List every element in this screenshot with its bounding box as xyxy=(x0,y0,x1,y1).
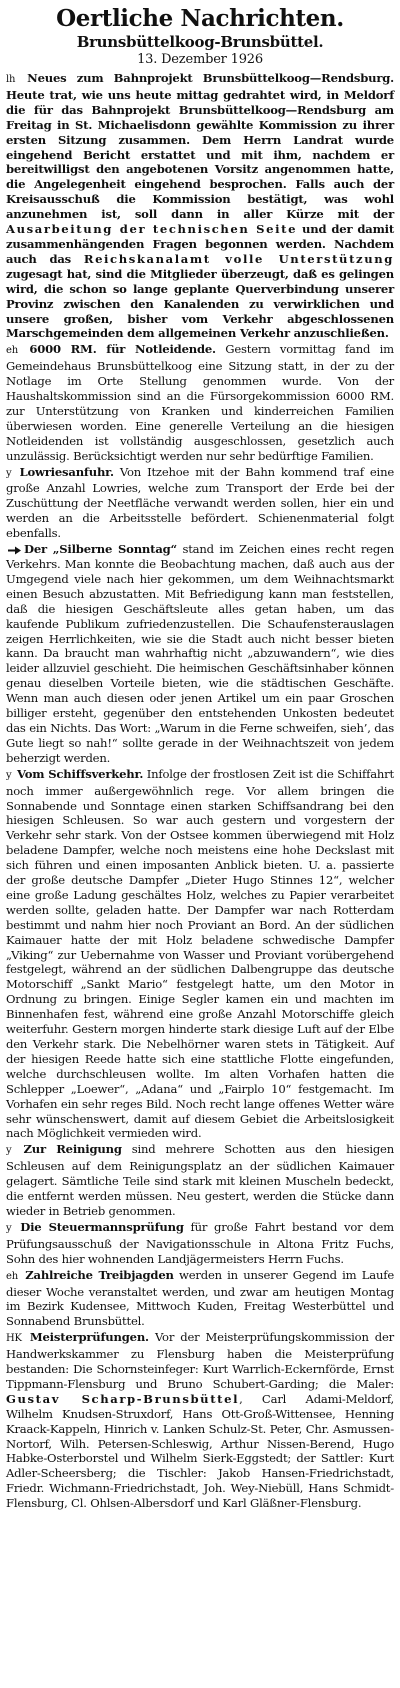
article-text: , Carl Adami-Meldorf, Wilhelm Knudsen-Struxdorf, Hans Ott-Groß-Wittensee, Henning Kraack-Kappeln, Hinrich v. Lanken Schulz-St. Peter, Chr. Asmussen-Nortorf, Wilh. Petersen-Schleswig, Arthur Nissen-Berend, Hugo Habke-Osterborstel und Wilhelm Sierk-Eggstedt; der Sattler: Kurt Adler-Scheersberg; die Tischler: Jakob Hansen-Friedrichstadt, Friedr. Wichmann-Friedrichstadt, Joh. Wey-Niebüll, Hans Schmidt-Flensburg, Cl. Ohlsen-Albersdorf und Karl Gläßner-Flensburg. xyxy=(6,1391,394,1511)
news-article xyxy=(6,1220,394,1267)
article-text: werden in unserer Gegend im Laufe dieser Woche veranstaltet werden, und zwar am heutigen Montag im Bezirk Kudensee, Mittwoch Kuden, Freitag Westerbüttel und Sonnabend Brunsbüttel. xyxy=(6,1267,394,1329)
article-headline: Meisterprüfungen. xyxy=(29,1330,149,1345)
author-tag: y xyxy=(6,1222,12,1234)
article-text: Von Itzehoe mit der Bahn kommend traf eine große Anzahl Lowries, welche zum Transport der Erde bei der Zuschüttung der Neetfläche verwandt werden sollen, hier ein und werden an die Arbeitsstelle befördert. Schienenmaterial folgt ebenfalls. xyxy=(6,464,394,541)
article-text: sind mehrere Schotten aus den hiesigen Schleusen auf dem Reinigungsplatz an der südlichen Kaimauer gelagert. Sämtliche Teile sind stark mit kleinen Muscheln bedeckt, die entfernt werden müssen. Neu gestert, werden die Stücke dann wieder in Betrieb genommen. xyxy=(6,1142,394,1218)
news-article xyxy=(6,1330,394,1511)
article-headline: Vom Schiffsverkehr. xyxy=(17,766,144,781)
article-text: zugesagt hat, sind die Mitglieder überzeugt, daß es gelingen wird, die schon so lange geplante Querverbindung unserer Provinz zwischen den Kanalenden zu verwirklichen und unsere großen, bisher vom Verkehr abgeschlossenen Marschgemeinden dem allgemeinen Verkehr anzuschließen. xyxy=(6,266,394,341)
issue-date: 13. Dezember 1926 xyxy=(137,52,263,67)
article-text: für große Fahrt bestand vor dem Prüfungsausschuß der Navigationsschule in Altona Fritz Fuchs, Sohn des hier wohnenden Landjägermeisters Herrn Fuchs. xyxy=(6,1219,394,1266)
spaced-emphasis: Gustav Scharp-Brunsbüttel xyxy=(6,1391,240,1406)
article-text: Neues zum Bahnprojekt Brunsbüttelkoog—Rendsburg. Heute trat, wie uns heute mittag gedrahtet wird, in Meldorf die für das Bahnprojekt Brunsbüttelkoog—Rendsburg am Freitag in St. Michaelisdonn gewählte Kommission zu ihrer ersten Sitzung zusammen. Dem Herrn Landrat wurde eingehend Bericht erstattet und mit ihm, nachdem er bereitwilligst den angebotenen Vorsitz angenommen hatte, die Angelegenheit eingehend besprochen. Falls auch der Kreisausschuß die Kommission bestätigt, was wohl anzunehmen ist, soll dann in aller Kürze mit der xyxy=(6,71,394,222)
news-article xyxy=(6,1142,394,1219)
article-text: stand im Zeichen eines recht regen Verkehrs. Man konnte die Beobachtung machen, daß auch aus der Umgegend viele nach hier gekommen, um dem Weihnachtsmarkt einen Besuch abzustatten. Mit Befriedigung kann man feststellen, daß die hiesigen Geschäftsleute alles getan haben, um das kaufende Publikum zufriedenzustellen. Die Schaufensterauslagen zeigen Herrlichkeiten, wie sie die Stadt auch nicht besser bieten kann. Da braucht man wahrhaftig nicht „abzuwandern“, wie dies leider allzuviel geschieht. Die heimischen Geschäftsinhaber können genau dieselben Vorteile bieten, wie die städtischen Geschäfte. Wenn man auch diesen oder jenen Artikel um ein paar Groschen billiger ersteht, gegenüber den entstehenden Unkosten bedeutet das ein Nichts. Das Wort: „Warum in die Ferne schweifen, sieh’, das Gute liegt so nah!“ sollte gerade in der Weihnachtszeit von jedem beherzigt werden. xyxy=(6,542,394,765)
article-headline: Die Steuermannsprüfung xyxy=(20,1219,184,1234)
article-headline: Zur Reinigung xyxy=(23,1142,122,1157)
article-headline: Der „Silberne Sonntag“ xyxy=(24,542,178,557)
news-article xyxy=(6,342,394,463)
article-headline: 6000 RM. für Notleidende. xyxy=(29,342,216,357)
author-tag: y xyxy=(6,1145,12,1157)
news-article xyxy=(6,767,394,1142)
author-tag: y xyxy=(6,467,12,479)
article-list xyxy=(6,71,394,1511)
section-subtitle: Brunsbüttelkoog-Brunsbüttel. xyxy=(76,33,324,51)
author-tag: eh xyxy=(6,1270,18,1282)
section-title: Oertliche Nachrichten. xyxy=(56,5,344,32)
author-tag: eh xyxy=(6,345,18,357)
news-article xyxy=(6,1268,394,1330)
article-headline: Lowriesanfuhr. xyxy=(19,464,114,479)
arrow-right-icon xyxy=(8,546,22,555)
article-text: Gestern vormittag fand im Gemeindehaus Brunsbüttelkoog eine Sitzung statt, in der zu der Notlage im Orte Stellung genommen wurde. Von der Haushaltskommission sind an die Fürsorgekommission 6000 RM. zur Unterstützung von Kranken und kinderreichen Familien überwiesen worden. Eine generelle Verteilung an die hiesigen Notleidenden ist vollständig ausgeschlossen, gesetzlich auch unzulässig. Berücksichtigt werden nur sehr bedürftige Familien. xyxy=(6,342,394,463)
article-headline: Zahlreiche Treibjagden xyxy=(25,1267,174,1282)
author-tag: lh xyxy=(6,74,16,85)
news-article xyxy=(6,71,394,341)
spaced-emphasis: Ausarbeitung der technischen Seite xyxy=(6,222,298,237)
news-article xyxy=(6,465,394,542)
article-text: Infolge der frostlosen Zeit ist die Schiffahrt noch immer außergewöhnlich rege. Vor allem bringen die Sonnabende und Sonntage einen starken Schiffsandrang bei den hiesigen Schleusen. So war auch gestern und vorgestern der Verkehr sehr stark. Von der Ostsee kommen überwiegend mit Holz beladene Dampfer, welche noch meistens eine hohe Deckslast mit sich führen und einen imposanten Anblick bieten. U. a. passierte der große deutsche Dampfer „Dieter Hugo Stinnes 12“, welcher eine große Ladung geschältes Holz, welches zu Papier verarbeitet werden sollte, geladen hatte. Der Dampfer war nach Rotterdam bestimmt und nahm hier noch Proviant an Bord. An der südlichen Kaimauer hatte der mit Holz beladene schwedische Dampfer „Viking“ zur Uebernahme von Wasser und Proviant vorübergehend festgelegt, während an der südlichen Dalbengruppe das deutsche Motorschiff „Sankt Mario“ festgelegt hatte, um den Motor in Ordnung zu bringen. Einige Segler kamen ein und machten im Binnenhafen fest, während eine große Anzahl Motorschiffe gleich weiterfuhr. Gestern morgen hinderte stark diesige Luft auf der Elbe den Verkehr stark. Die Nebelhörner waren stets in Tätigkeit. Auf der hiesigen Reede hatte sich eine stattliche Flotte eingefunden, welche durchschleusen wollte. Im alten Vorhafen hatten die Schlepper „Loewer“, „Adana“ und „Fairplo 10“ festgemacht. Im Vorhafen ein sehr reges Bild. Noch recht lange offenes Wetter wäre sehr wünschenswert, damit auf diesem Gebiet die Arbeitslosigkeit nach Möglichkeit vermieden wird. xyxy=(6,766,394,1141)
masthead xyxy=(6,5,394,68)
author-tag: HK xyxy=(6,1333,22,1345)
news-article xyxy=(6,542,394,766)
author-tag: y xyxy=(6,769,12,781)
article-text: und der damit zusammenhängenden Fragen begonnen werden. Nachdem auch das xyxy=(6,222,394,266)
article-text: Vor der Meisterprüfungskommission der Handwerkskammer zu Flensburg haben die Meisterprüfung bestanden: Die Schornsteinfeger: Kurt Warrlich-Eckernförde, Ernst Tippmann-Flensburg und Bruno Schubert-Garding; die Maler: xyxy=(6,1330,394,1391)
spaced-emphasis: Reichskanalamt volle Unterstützung xyxy=(83,251,394,266)
